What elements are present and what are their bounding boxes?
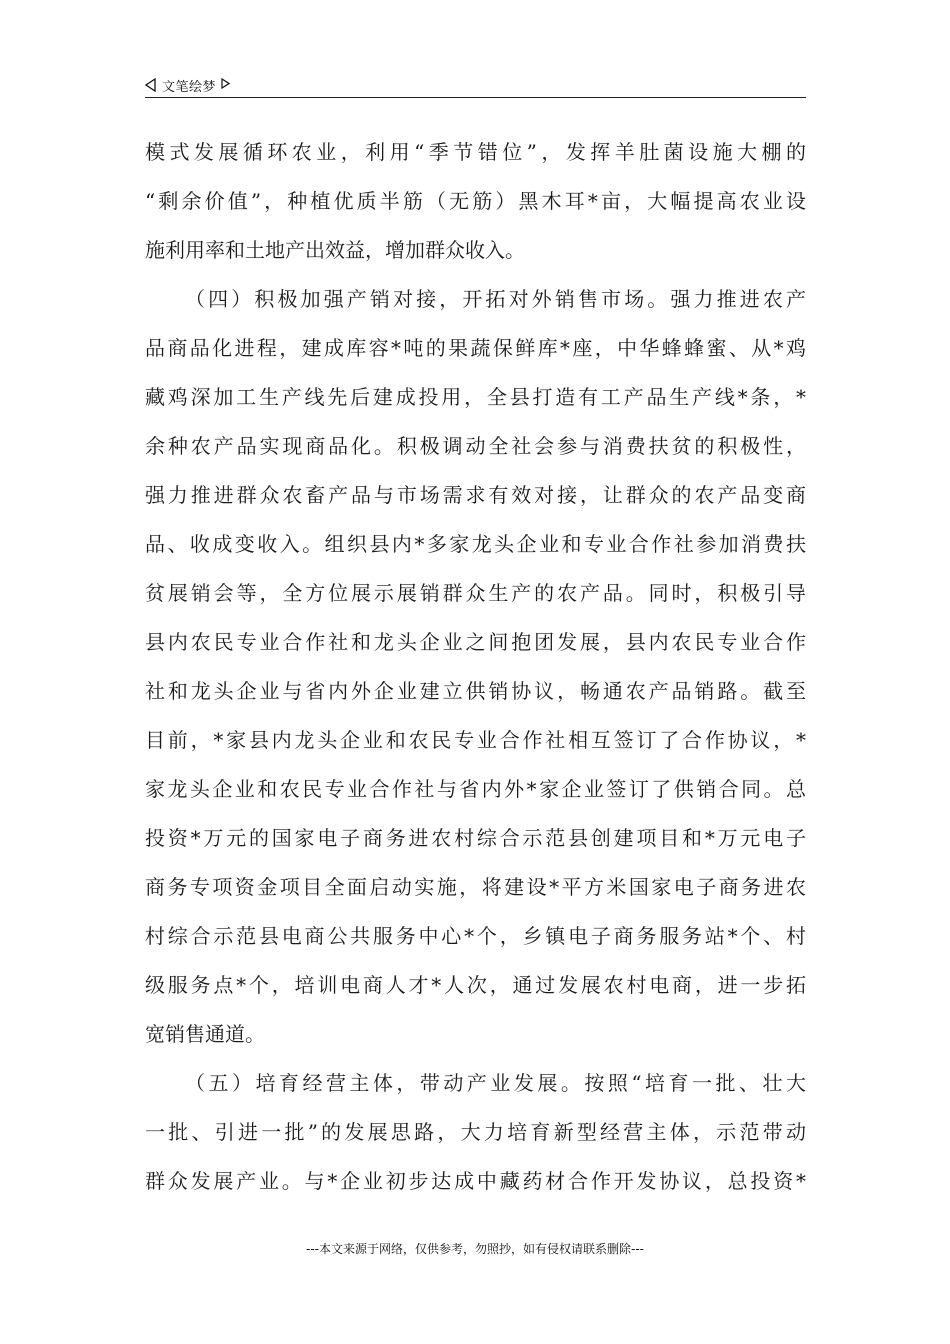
text-line: （五）培育经营主体，带动产业发展。按照“培育一批、壮大 [185,1071,806,1095]
text-line: 宽销售通道。 [145,1022,265,1046]
text-line: 强力推进群众农畜产品与市场需求有效对接，让群众的农产品变商 [145,483,806,507]
text-line: 社和龙头企业与省内外企业建立供销协议，畅通农产品销路。截至 [145,679,806,703]
document-body [145,128,806,1206]
text-line: “剩余价值”，种植优质半筋（无筋）黑木耳*亩，大幅提高农业设 [145,189,806,213]
text-line: 群众发展产业。与*企业初步达成中藏药材合作开发协议，总投资* [145,1169,806,1193]
text-line: 商务专项资金项目全面启动实施，将建设*平方米国家电子商务进农 [145,875,806,899]
text-line: 村综合示范县电商公共服务中心*个，乡镇电子商务服务站*个、村 [145,924,806,948]
header-brand: 文笔绘梦 [162,79,217,95]
text-line: 贫展销会等，全方位展示展销群众生产的农产品。同时，积极引导 [145,581,806,605]
text-line: 施利用率和土地产出效益，增加群众收入。 [145,238,525,262]
page-footer: ---本文来源于网络，仅供参考，勿照抄，如有侵权请联系删除--- [306,1242,644,1256]
text-line: 级服务点*个，培训电商人才*人次，通过发展农村电商，进一步拓 [145,973,806,997]
text-line: 品商品化进程，建成库容*吨的果蔬保鲜库*座，中华蜂蜂蜜、从*鸡 [145,336,806,360]
text-line: 投资*万元的国家电子商务进农村综合示范县创建项目和*万元电子 [145,826,806,850]
header-divider [145,97,806,98]
text-line: 余种农产品实现商品化。积极调动全社会参与消费扶贫的积极性， [145,434,806,458]
page-header [145,72,806,98]
text-line: 家龙头企业和农民专业合作社与省内外*家企业签订了供销合同。总 [145,777,806,801]
text-line: 模式发展循环农业，利用“季节错位”，发挥羊肚菌设施大棚的 [145,140,806,164]
triangle-right-icon [221,78,230,89]
text-line: 藏鸡深加工生产线先后建成投用，全县打造有工产品生产线*条，* [145,385,806,409]
text-line: 县内农民专业合作社和龙头企业之间抱团发展，县内农民专业合作 [145,630,806,654]
text-line: （四）积极加强产销对接，开拓对外销售市场。强力推进农产 [185,287,806,311]
triangle-left-icon [145,78,156,92]
text-line: 目前，*家县内龙头企业和农民专业合作社相互签订了合作协议，* [145,728,806,752]
text-line: 一批、引进一批”的发展思路，大力培育新型经营主体，示范带动 [145,1120,806,1144]
text-line: 品、收成变收入。组织县内*多家龙头企业和专业合作社参加消费扶 [145,532,806,556]
